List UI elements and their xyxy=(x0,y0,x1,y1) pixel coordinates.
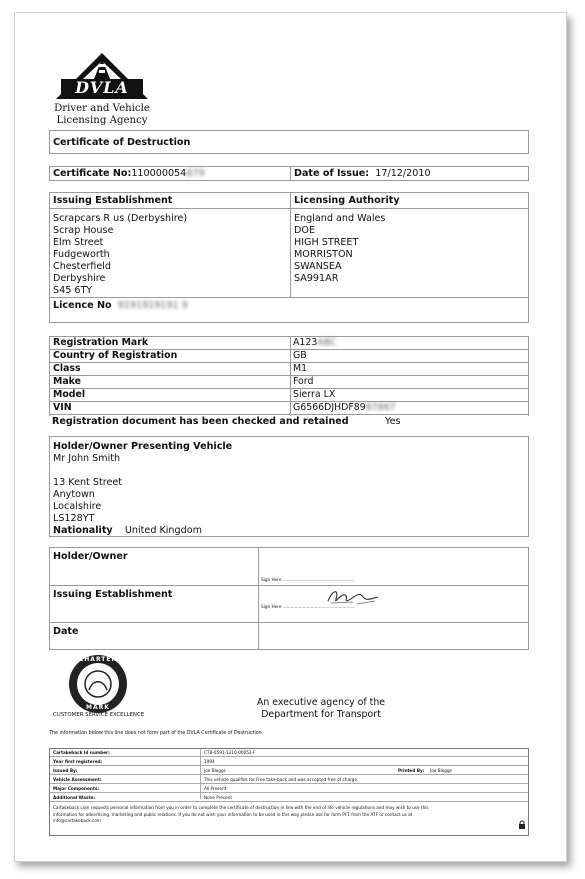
extra-row: Issued By: Joe Bloggs Printed By: Joe Bloggs xyxy=(50,767,528,775)
issuing-sign-label: Issuing Establishment xyxy=(53,589,173,600)
authority-heading: Licensing Authority xyxy=(294,195,400,206)
charter-mark-logo xyxy=(67,653,129,715)
info-note: The information below this line does not form part of the DVLA Certificate of Destruction xyxy=(49,731,262,736)
vehicle-row: Make Ford xyxy=(50,376,528,389)
dvla-logo xyxy=(53,51,151,131)
date-of-issue: Date of Issue: 17/12/2010 xyxy=(294,168,431,179)
establishment-box xyxy=(49,192,529,323)
lock-icon xyxy=(518,820,526,830)
vehicle-row: Registration Mark A123ABC xyxy=(50,337,528,350)
privacy-footer: Cartakeback.com requests personal information from you in order to complete the certificate of destruction in line with the end of life vehicle regulations and may wish to use this information for advertising, marketing and public relations. If you do not wish your information to be used in this way please ask for form PF1 from the ATF or contact us at info@cartakeback.com xyxy=(53,805,429,824)
redacted-text: 87867 xyxy=(365,402,396,413)
checked-value: Yes xyxy=(385,416,401,427)
holder-owner-label: Holder/Owner xyxy=(53,551,128,562)
extra-row: Vehicle Assessment: This vehicle qualifies for Free take-back and was accepted free of charge. xyxy=(50,776,528,784)
title-box xyxy=(49,130,529,154)
redacted-text: ABC xyxy=(317,337,337,348)
holder-heading: Holder/Owner Presenting Vehicle xyxy=(53,441,233,452)
vehicle-row: Country of Registration GB xyxy=(50,350,528,363)
signature-scribble xyxy=(323,585,383,609)
nationality: Nationality United Kingdom xyxy=(53,525,202,536)
issuing-address: Scrapcars R us (Derbyshire) Scrap House Elm Street Fudgeworth Chesterfield Derbyshire S45 6TY xyxy=(53,213,188,296)
certificate-no: Certificate No:110000054879 xyxy=(53,168,205,179)
dvla-line1: Driver and Vehicle xyxy=(54,103,150,114)
extra-row: Major Components: All Present xyxy=(50,785,528,793)
extra-row: Additional Waste: None Present xyxy=(50,794,528,802)
vehicle-row: VIN G6566DJHDF8987867 xyxy=(50,402,528,415)
sign-here-issuing: Sign Here ...................................................... xyxy=(261,604,355,609)
agency-text: An executive agency of the Department for Transport xyxy=(256,697,386,720)
redacted-text: 879 xyxy=(186,168,205,179)
date-sign-label: Date xyxy=(53,626,79,637)
charter-bottom: MARK xyxy=(86,704,110,711)
dvla-line2: Licensing Agency xyxy=(56,115,148,126)
vehicle-row: Model Sierra LX xyxy=(50,389,528,402)
checked-label: Registration document has been checked and retained xyxy=(52,416,349,427)
signature-box xyxy=(49,547,529,650)
issuing-heading: Issuing Establishment xyxy=(53,195,173,206)
document-title: Certificate of Destruction xyxy=(53,137,191,148)
holder-box xyxy=(49,436,529,537)
extra-row: Year first registered: 1994 xyxy=(50,758,528,766)
licence-no: Licence No 9191919191 9 xyxy=(53,300,188,311)
charter-caption: CUSTOMER SERVICE EXCELLENCE xyxy=(53,712,145,718)
extra-row: Cartakeback Id number: CTB-0591-1210-00052-F xyxy=(50,749,528,757)
certificate-page xyxy=(14,12,567,862)
vehicle-row: Class M1 xyxy=(50,363,528,376)
certificate-row xyxy=(49,166,529,181)
authority-address: England and Wales DOE HIGH STREET MORRISTON SWANSEA SA991AR xyxy=(294,213,386,284)
redacted-text: 9191919191 9 xyxy=(117,300,188,311)
vehicle-table xyxy=(49,336,529,416)
extra-info-table xyxy=(49,748,529,836)
sign-here-holder: Sign Here ...................................................... xyxy=(261,577,355,582)
charter-top: CHARTER xyxy=(78,656,118,663)
holder-address: Mr John Smith 13 Kent Street Anytown Localshire LS128YT xyxy=(53,453,123,524)
dvla-mark-text: DVLA xyxy=(75,78,129,97)
